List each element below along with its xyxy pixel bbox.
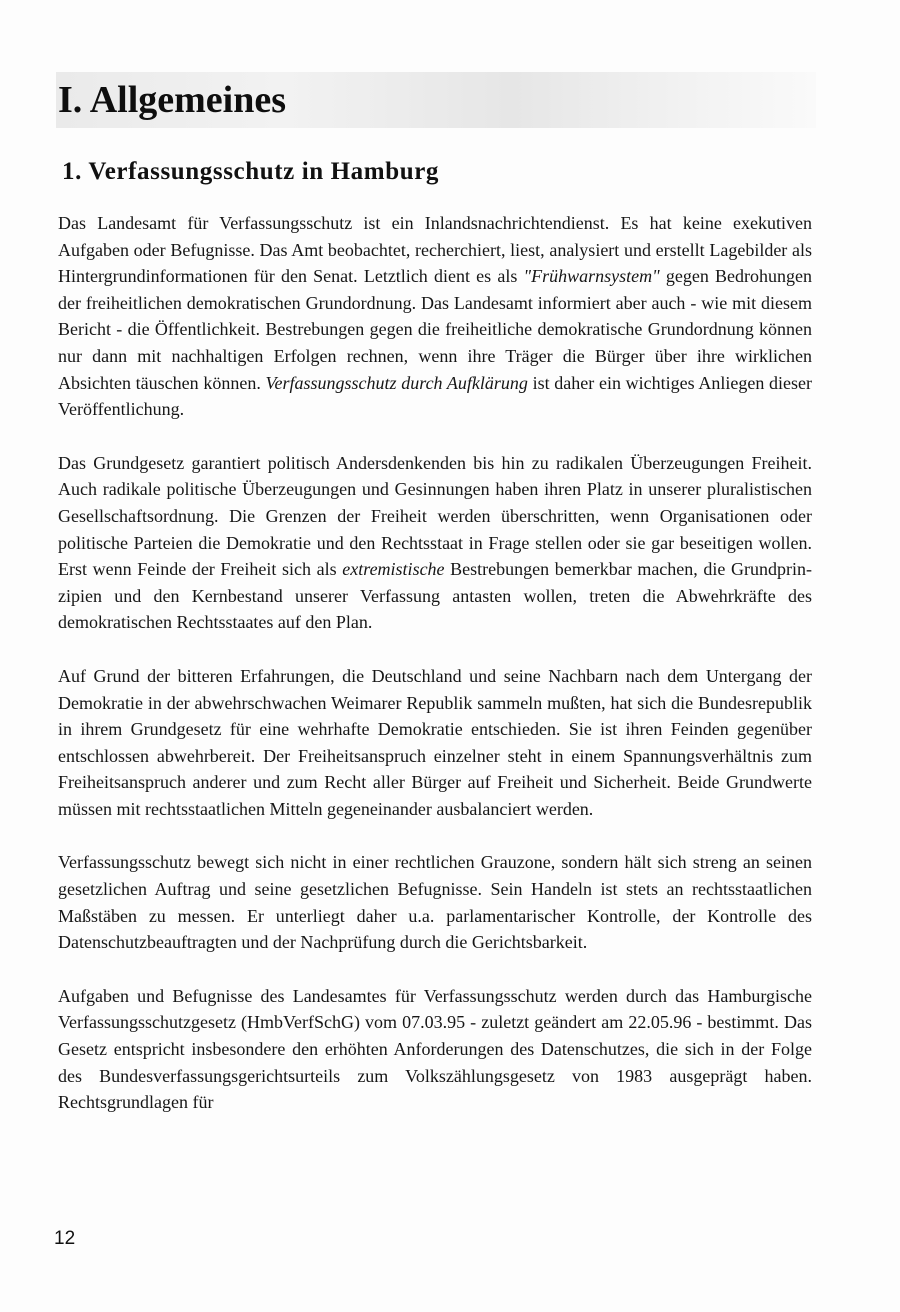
section-title: 1. Verfassungsschutz in Hamburg (62, 158, 439, 185)
paragraph-rechtsstaat (58, 849, 812, 955)
paragraph-intro (58, 210, 812, 423)
paragraph-segment: Verfassungsschutz bewegt sich nicht in einer rechtlichen Grauzone, sondern hält sich streng an seinen gesetzlichen Auftrag und seine gesetzlichen Befugnisse. Sein Handeln ist stets an rechtsstaatlichen Maßstäben zu messen. Er unterliegt daher u.a. parlamentarischer Kontrolle, der Kontrolle des Datenschutzbeauftragten und der Nachprüfung durch die Gerichtsbarkeit. (58, 852, 812, 953)
paragraph-segment-italic: "Frühwarnsystem" (523, 266, 660, 287)
paragraph-segment: Das Landesamt für Verfassungsschutz ist ein Inlandsnachrichtendienst. Es hat keine exekutiven Aufgaben oder Befugnisse. Das Amt beobachtet, recherchiert, liest, analysiert und erstellt Lagebilder als Hintergrundinformationen für den Senat. Letztlich dient es als (58, 213, 812, 287)
paragraph-segment-italic: extremistische (342, 559, 445, 580)
page-number: 12 (54, 1228, 76, 1249)
paragraph-segment: Bestrebungen bemerkbar machen, die Grundprinzipien und den Kernbestand unserer Verfassung antasten wollen, treten die Abwehrkräfte des demokratischen Rechtsstaates auf den Plan. (58, 559, 812, 633)
paragraph-segment: Auf Grund der bitteren Erfahrungen, die Deutschland und seine Nachbarn nach dem Untergang der Demokratie in der abwehrschwachen Weimarer Republik sammeln mußten, hat sich die Bundesrepublik in ihrem Grundgesetz für eine wehrhafte Demokratie entschieden. Sie ist ihren Feinden gegenüber entschlossen abwehrbereit. Der Freiheitsanspruch einzelner steht in einem Spannungsverhältnis zum Freiheitsanspruch anderer und zum Recht aller Bürger auf Freiheit und Sicherheit. Beide Grundwerte müssen mit rechtsstaatlichen Mitteln gegeneinander ausbalanciert werden. (58, 665, 812, 819)
chapter-title: I. Allgemeines (58, 79, 286, 121)
paragraph-wehrhafte-demokratie (58, 663, 812, 823)
paragraph-segment: Aufgaben und Befugnisse des Landesamtes für Verfassungsschutz werden durch das Hamburgische Verfassungsschutzgesetz (HmbVerfSchG) vom 07.03.95 - zuletzt geändert am 22.05.96 - bestimmt. Das Gesetz entspricht insbesondere den erhöhten Anforderungen des Datenschutzes, die sich in der Folge des Bundesverfassungsgerichtsurteils zum Volkszählungsgesetz von 1983 ausgeprägt haben. Rechtsgrundlagen für (58, 985, 812, 1113)
body-text (58, 210, 812, 1143)
paragraph-segment: Das Grundgesetz garantiert politisch Andersdenkenden bis hin zu radikalen Überzeugungen Freiheit. Auch radikale politische Überzeugungen und Gesinnungen haben ihren Platz in unserer pluralistischen Gesellschaftsordnung. Die Grenzen der Freiheit werden überschritten, wenn Organisationen oder politische Parteien die Demokratie und den Rechtsstaat in Frage stellen oder sie gar beseitigen wollen. Erst wenn Feinde der Freiheit sich als (58, 452, 812, 580)
paragraph-segment: ist daher ein wichtiges Anliegen dieser Veröffentlichung. (58, 372, 812, 420)
paragraph-segment: gegen Bedrohungen der freiheitlichen demokratischen Grundordnung. Das Landesamt informiert aber auch - wie mit diesem Bericht - die Öffentlichkeit. Bestrebungen gegen die freiheitliche demokratische Grundordnung können nur dann mit nachhaltigen Erfolgen rechnen, wenn ihre Träger die Bürger über ihre wirklichen Absichten täuschen können. (58, 266, 812, 393)
paragraph-rechtsgrundlagen (58, 983, 812, 1116)
paragraph-segment-italic: Verfassungsschutz durch Aufklärung (265, 372, 528, 393)
paragraph-grundgesetz (58, 450, 812, 636)
